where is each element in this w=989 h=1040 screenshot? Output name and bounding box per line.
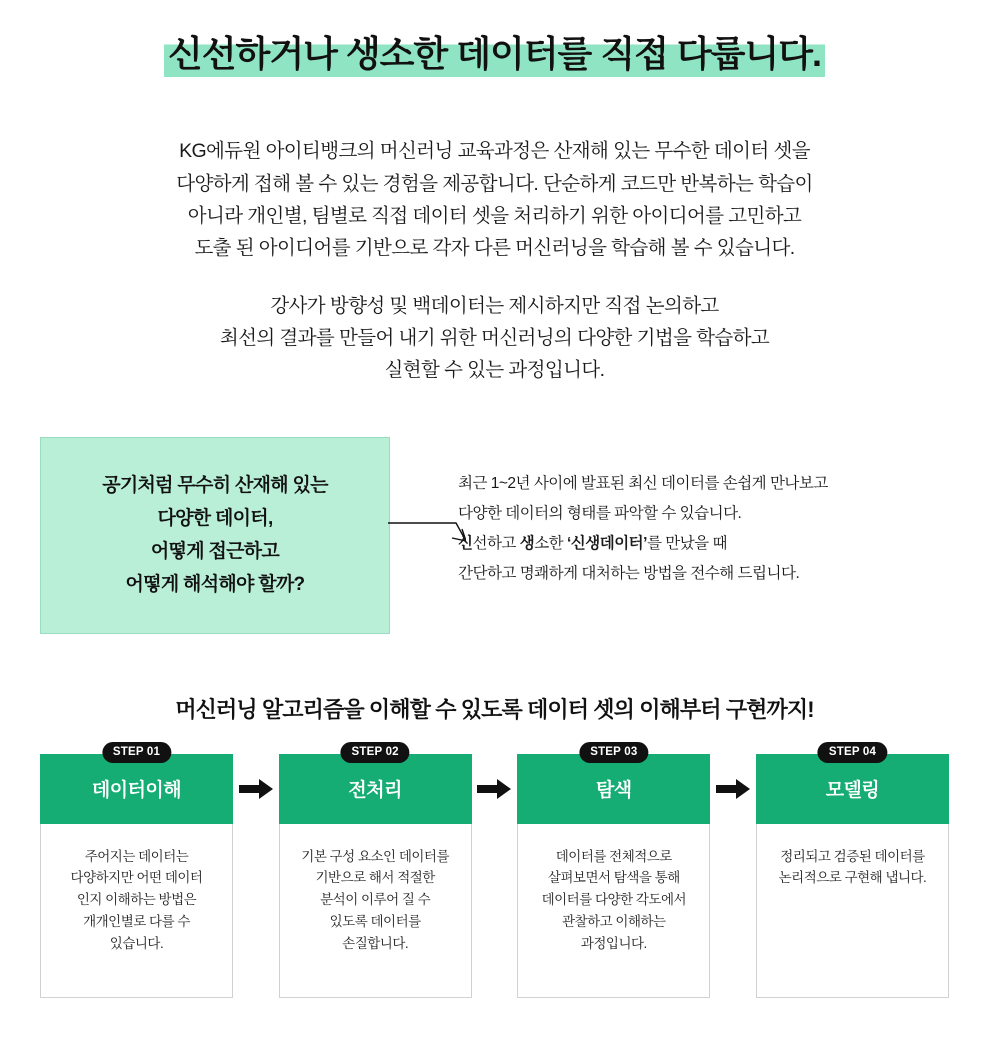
step-desc-line: 관찰하고 이해하는 <box>562 914 666 930</box>
intro-line: 다양하게 접해 볼 수 있는 경험을 제공합니다. 단순하게 코드만 반복하는 학습이 <box>176 172 813 195</box>
question-text <box>102 469 328 602</box>
step-arrow-icon-2 <box>474 754 514 824</box>
step-desc-line: 다양하지만 어떤 데이터 <box>70 870 203 886</box>
step-arrow-icon-1 <box>236 754 276 824</box>
page-title: 신선하거나 생소한 데이터를 직접 다룹니다. <box>164 32 825 77</box>
step-card-1 <box>40 745 233 998</box>
intro-line: 강사가 방향성 및 백데이터는 제시하지만 직접 논의하고 <box>270 295 719 318</box>
step-description <box>756 824 949 998</box>
answer-text-part: 선하고 <box>472 535 520 553</box>
step-badge: STEP 01 <box>102 742 171 763</box>
answer-line-4: 간단하고 명쾌하게 대처하는 방법을 전수해 드립니다. <box>458 565 800 583</box>
step-title: 탐색 <box>517 754 710 824</box>
step-card-4 <box>756 745 949 998</box>
step-title: 전처리 <box>279 754 472 824</box>
step-desc-line: 손질합니다. <box>342 936 409 952</box>
answer-text-part: 를 만났을 때 <box>646 535 727 553</box>
intro-line: 도출 된 아이디어를 기반으로 각자 다른 머신러닝을 학습해 볼 수 있습니다. <box>194 236 795 259</box>
question-line: 어떻게 해석해야 할까? <box>125 574 305 596</box>
intro-line: 실현할 수 있는 과정입니다. <box>384 359 605 382</box>
step-desc-line: 기반으로 해서 적절한 <box>315 870 435 886</box>
step-desc-line: 데이터를 전체적으로 <box>555 848 672 864</box>
step-description <box>279 824 472 998</box>
answer-text <box>458 469 973 590</box>
answer-text-part: 소한 <box>534 535 567 553</box>
answer-emphasis-2: 생 <box>519 535 535 553</box>
step-desc-line: 개개인별로 다를 수 <box>83 914 190 930</box>
step-badge: STEP 02 <box>341 742 410 763</box>
step-desc-line: 분석이 이루어 질 수 <box>320 892 431 908</box>
intro-line: 아니라 개인별, 팀별로 직접 데이터 셋을 처리하기 위한 아이디어를 고민하고 <box>187 204 802 227</box>
step-badge: STEP 04 <box>818 742 887 763</box>
step-badge: STEP 03 <box>579 742 648 763</box>
step-desc-line: 주어지는 데이터는 <box>84 848 189 864</box>
step-title: 모델링 <box>756 754 949 824</box>
step-desc-line: 기본 구성 요소인 데이터를 <box>301 848 449 864</box>
question-line: 공기처럼 무수히 산재해 있는 <box>102 474 328 496</box>
question-line: 다양한 데이터, <box>157 507 273 529</box>
answer-line-2: 다양한 데이터의 형태를 파악할 수 있습니다. <box>458 504 742 522</box>
step-description <box>517 824 710 998</box>
step-desc-line: 정리되고 검증된 데이터를 <box>780 848 925 864</box>
step-desc-line: 과정입니다. <box>580 936 647 952</box>
steps-row <box>0 745 989 998</box>
intro-line: KG에듀원 아이티뱅크의 머신러닝 교육과정은 산재해 있는 무수한 데이터 셋을 <box>179 140 810 163</box>
steps-heading: 머신러닝 알고리즘을 이해할 수 있도록 데이터 셋의 이해부터 구현까지! <box>175 696 814 722</box>
answer-emphasis-3: ‘신생데이터’ <box>566 535 647 553</box>
intro-line: 최선의 결과를 만들어 내기 위한 머신러닝의 다양한 기법을 학습하고 <box>219 327 770 350</box>
step-desc-line: 데이터를 다양한 각도에서 <box>541 892 687 908</box>
question-answer-section <box>0 437 989 647</box>
step-desc-line: 있도록 데이터를 <box>329 914 421 930</box>
question-line: 어떻게 접근하고 <box>150 541 280 563</box>
step-card-3 <box>517 745 710 998</box>
question-callout-box <box>40 437 390 634</box>
step-title: 데이터이해 <box>40 754 233 824</box>
answer-emphasis-1: 신 <box>458 535 473 553</box>
step-desc-line: 있습니다. <box>109 936 164 952</box>
step-desc-line: 논리적으로 구현해 냅니다. <box>778 870 927 886</box>
intro-text <box>0 135 989 386</box>
answer-line-3 <box>458 529 973 559</box>
headline-section <box>0 0 989 101</box>
step-card-2 <box>279 745 472 998</box>
step-desc-line: 살펴보면서 탐색을 통해 <box>547 870 680 886</box>
arrow-right-icon <box>388 519 466 545</box>
answer-line-1: 최근 1~2년 사이에 발표된 최신 데이터를 손쉽게 만나보고 <box>458 474 828 492</box>
step-description <box>40 824 233 998</box>
intro-paragraph-2 <box>0 290 989 387</box>
step-desc-line: 인지 이해하는 방법은 <box>76 892 197 908</box>
step-arrow-icon-3 <box>713 754 753 824</box>
intro-paragraph-1 <box>0 135 989 264</box>
